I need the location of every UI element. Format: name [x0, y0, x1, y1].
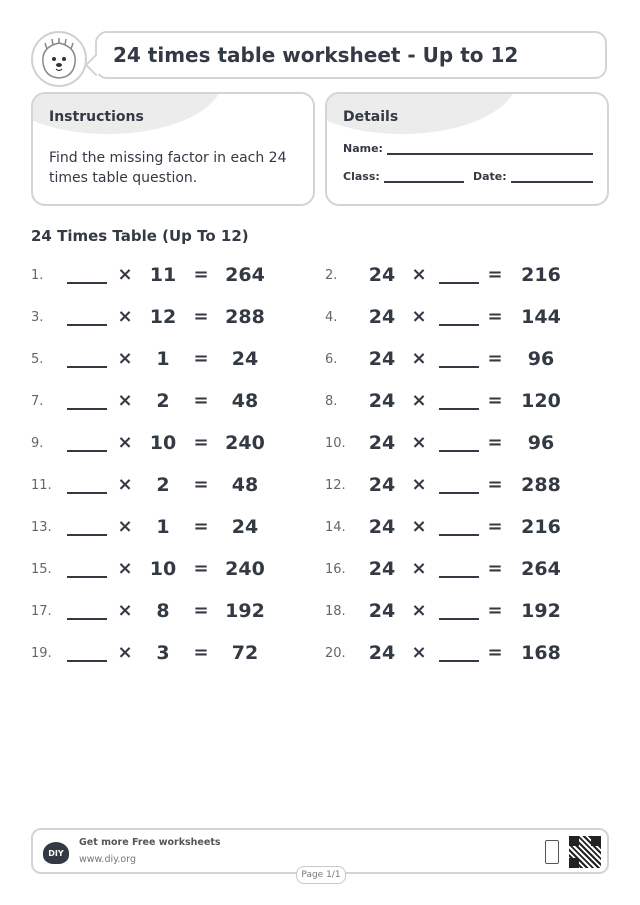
product: 24 [231, 516, 259, 538]
question-row [31, 516, 315, 540]
product: 240 [225, 432, 265, 454]
question-number: 10. [325, 436, 346, 451]
name-line[interactable] [387, 143, 593, 155]
page-number-badge: Page 1/1 [296, 866, 346, 884]
times-sign: × [117, 390, 133, 411]
question-number: 13. [31, 520, 52, 535]
product: 24 [231, 348, 259, 370]
times-sign: × [117, 348, 133, 369]
times-sign: × [117, 264, 133, 285]
times-sign: × [411, 642, 427, 663]
product: 192 [225, 600, 265, 622]
page-title: 24 times table worksheet - Up to 12 [113, 43, 519, 67]
factor: 1 [156, 348, 170, 370]
question-row [325, 558, 609, 582]
question-number: 12. [325, 478, 346, 493]
equals-sign: = [487, 432, 503, 453]
factor: 8 [156, 600, 170, 622]
answer-blank[interactable] [439, 450, 479, 452]
product: 264 [225, 264, 265, 286]
class-field[interactable] [343, 170, 464, 183]
product: 120 [521, 390, 561, 412]
instructions-title: Instructions [49, 109, 144, 125]
question-row [31, 474, 315, 498]
footer-url-link[interactable]: www.diy.org [79, 854, 136, 865]
answer-blank[interactable] [67, 492, 107, 494]
factor: 24 [368, 390, 396, 412]
answer-blank[interactable] [439, 534, 479, 536]
product: 48 [231, 390, 259, 412]
times-sign: × [117, 600, 133, 621]
question-row [325, 600, 609, 624]
question-row [325, 348, 609, 372]
product: 168 [521, 642, 561, 664]
date-label: Date: [473, 170, 507, 183]
question-row [31, 264, 315, 288]
section-title: 24 Times Table (Up To 12) [31, 227, 249, 245]
times-sign: × [117, 432, 133, 453]
product: 96 [527, 348, 555, 370]
question-number: 1. [31, 268, 44, 283]
question-row [31, 600, 315, 624]
question-number: 2. [325, 268, 338, 283]
phone-icon [545, 840, 559, 864]
times-sign: × [117, 642, 133, 663]
details-title: Details [343, 109, 399, 125]
product: 288 [225, 306, 265, 328]
question-number: 7. [31, 394, 44, 409]
equals-sign: = [487, 348, 503, 369]
answer-blank[interactable] [439, 282, 479, 284]
date-field[interactable] [473, 170, 593, 183]
instructions-card [31, 92, 315, 206]
question-number: 5. [31, 352, 44, 367]
factor: 3 [156, 642, 170, 664]
times-sign: × [411, 390, 427, 411]
question-row [325, 432, 609, 456]
answer-blank[interactable] [67, 324, 107, 326]
details-card [325, 92, 609, 206]
question-row [325, 306, 609, 330]
qr-code-icon[interactable] [569, 836, 601, 868]
answer-blank[interactable] [67, 576, 107, 578]
instructions-text: Find the missing factor in each 24 times table question. [49, 150, 287, 186]
mascot-avatar-icon [31, 31, 87, 87]
factor: 24 [368, 432, 396, 454]
name-label: Name: [343, 142, 383, 155]
answer-blank[interactable] [439, 408, 479, 410]
question-number: 6. [325, 352, 338, 367]
question-row [31, 348, 315, 372]
equals-sign: = [193, 264, 209, 285]
factor: 24 [368, 642, 396, 664]
factor: 11 [149, 264, 177, 286]
equals-sign: = [193, 390, 209, 411]
question-number: 16. [325, 562, 346, 577]
times-sign: × [117, 474, 133, 495]
times-sign: × [411, 558, 427, 579]
product: 96 [527, 432, 555, 454]
answer-blank[interactable] [67, 618, 107, 620]
equals-sign: = [487, 474, 503, 495]
factor: 24 [368, 306, 396, 328]
class-label: Class: [343, 170, 380, 183]
date-line[interactable] [511, 171, 593, 183]
question-row [325, 516, 609, 540]
answer-blank[interactable] [439, 660, 479, 662]
times-sign: × [411, 474, 427, 495]
factor: 10 [149, 558, 177, 580]
answer-blank[interactable] [67, 450, 107, 452]
question-row [325, 474, 609, 498]
times-sign: × [411, 600, 427, 621]
factor: 24 [368, 516, 396, 538]
question-row [31, 432, 315, 456]
equals-sign: = [193, 600, 209, 621]
question-number: 20. [325, 646, 346, 661]
equals-sign: = [487, 642, 503, 663]
equals-sign: = [193, 306, 209, 327]
answer-blank[interactable] [67, 660, 107, 662]
product: 72 [231, 642, 259, 664]
times-sign: × [117, 306, 133, 327]
factor: 24 [368, 558, 396, 580]
question-number: 11. [31, 478, 52, 493]
answer-blank[interactable] [439, 324, 479, 326]
factor: 2 [156, 474, 170, 496]
times-sign: × [117, 516, 133, 537]
factor: 24 [368, 348, 396, 370]
answer-blank[interactable] [439, 492, 479, 494]
times-sign: × [411, 348, 427, 369]
question-row [31, 390, 315, 414]
equals-sign: = [193, 474, 209, 495]
answer-blank[interactable] [439, 618, 479, 620]
question-number: 4. [325, 310, 338, 325]
question-number: 9. [31, 436, 44, 451]
equals-sign: = [487, 516, 503, 537]
times-sign: × [411, 306, 427, 327]
equals-sign: = [193, 348, 209, 369]
product: 264 [521, 558, 561, 580]
equals-sign: = [487, 600, 503, 621]
equals-sign: = [193, 432, 209, 453]
answer-blank[interactable] [67, 534, 107, 536]
class-line[interactable] [384, 171, 464, 183]
factor: 12 [149, 306, 177, 328]
question-row [325, 264, 609, 288]
factor: 24 [368, 600, 396, 622]
question-row [31, 558, 315, 582]
factor: 1 [156, 516, 170, 538]
equals-sign: = [487, 306, 503, 327]
equals-sign: = [193, 516, 209, 537]
question-row [325, 390, 609, 414]
times-sign: × [411, 516, 427, 537]
equals-sign: = [487, 264, 503, 285]
promo-text: Get more Free worksheets [79, 837, 221, 848]
question-number: 18. [325, 604, 346, 619]
question-row [31, 642, 315, 666]
product: 216 [521, 264, 561, 286]
factor: 10 [149, 432, 177, 454]
question-number: 14. [325, 520, 346, 535]
product: 240 [225, 558, 265, 580]
diy-logo-icon[interactable]: DIY [43, 842, 69, 864]
name-field[interactable] [343, 142, 593, 155]
answer-blank[interactable] [439, 576, 479, 578]
equals-sign: = [193, 558, 209, 579]
product: 144 [521, 306, 561, 328]
equals-sign: = [193, 642, 209, 663]
answer-blank[interactable] [67, 282, 107, 284]
equals-sign: = [487, 558, 503, 579]
equals-sign: = [487, 390, 503, 411]
factor: 24 [368, 474, 396, 496]
times-sign: × [117, 558, 133, 579]
question-row [325, 642, 609, 666]
times-sign: × [411, 432, 427, 453]
product: 288 [521, 474, 561, 496]
answer-blank[interactable] [439, 366, 479, 368]
factor: 24 [368, 264, 396, 286]
answer-blank[interactable] [67, 408, 107, 410]
factor: 2 [156, 390, 170, 412]
product: 48 [231, 474, 259, 496]
answer-blank[interactable] [67, 366, 107, 368]
question-number: 3. [31, 310, 44, 325]
question-number: 17. [31, 604, 52, 619]
title-banner [95, 31, 607, 79]
question-number: 15. [31, 562, 52, 577]
product: 192 [521, 600, 561, 622]
product: 216 [521, 516, 561, 538]
times-sign: × [411, 264, 427, 285]
question-number: 8. [325, 394, 338, 409]
question-number: 19. [31, 646, 52, 661]
question-row [31, 306, 315, 330]
